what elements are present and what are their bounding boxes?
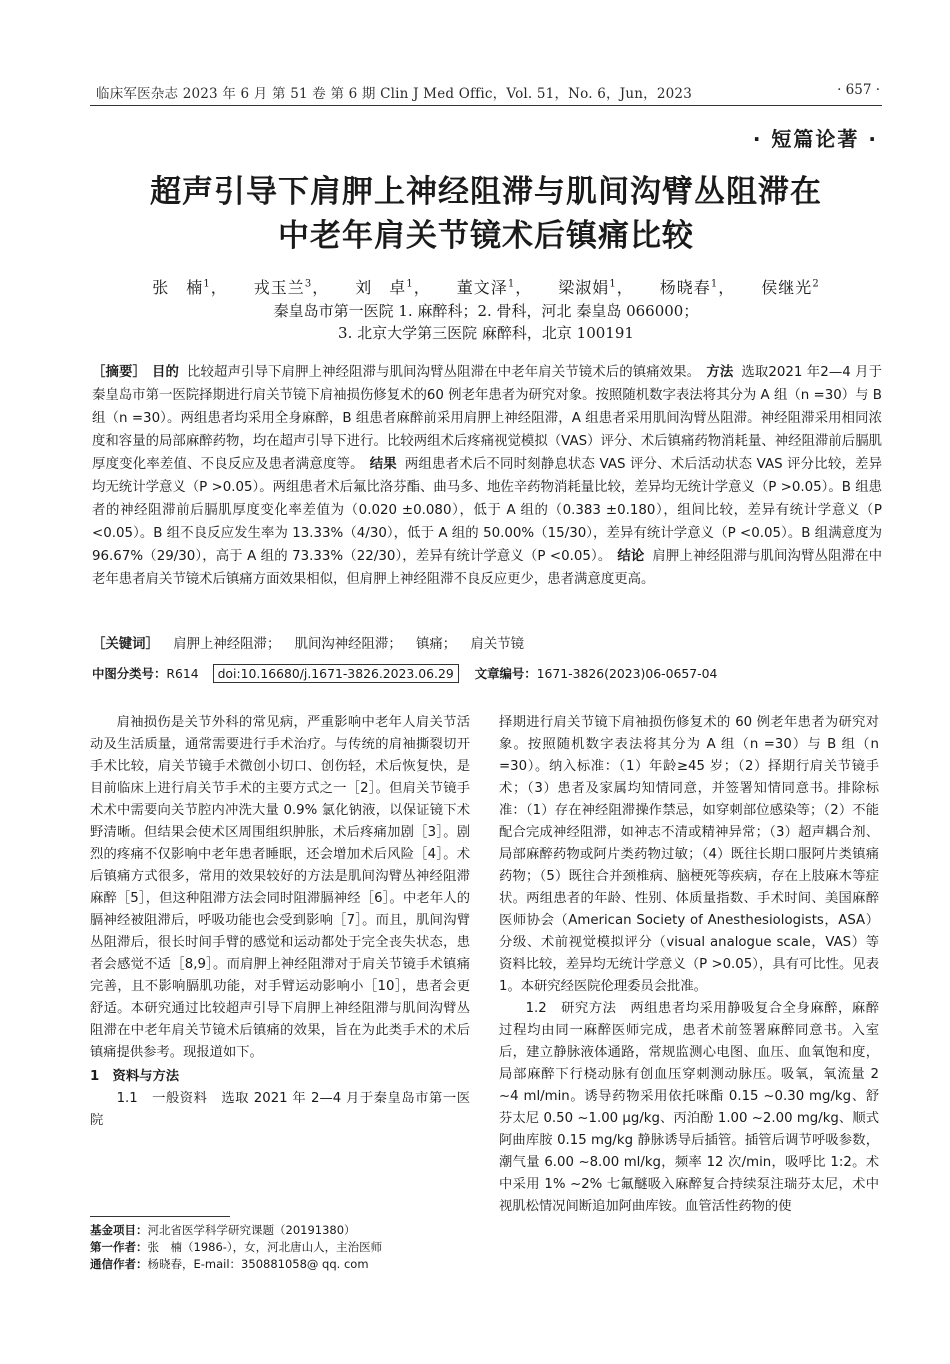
author: 董文泽$^1$， [456,278,533,297]
body-column-left [90,712,470,1132]
footnote-divider [90,1216,230,1217]
doi[interactable]: doi:10.16680/j.1671-3826.2023.06.29 [213,664,459,683]
article-title [90,170,882,258]
keyword: 肩胛上神经阻滞； [173,637,281,652]
keywords-tag: ［关键词］ [92,637,159,652]
classification-line [92,664,882,682]
clc-code: R614 [166,666,199,681]
subsection-paragraph: 1.1 一般资料 选取 2021 年 2—4 月于秦皇岛市第一医院 [90,1091,470,1128]
title-line-1: 超声引导下肩胛上神经阻滞与肌间沟臂丛阻滞在 [150,174,822,210]
title-line-2: 中老年肩关节镜术后镇痛比较 [278,218,694,254]
clc-label: 中图分类号： [92,666,167,681]
author: 刘 卓$^1$， [355,278,431,297]
conclusion-text: 肩胛上神经阻滞与肌间沟臂丛阻滞在中老年患者肩关节镜术后镇痛方面效果相似，但肩胛上神经阻滞不良反应更少，患者满意度更高。 [92,549,883,587]
section-type-label: · 短篇论著 · [752,127,878,151]
corresponding-author-note: 通信作者：杨晓春，E-mail：350881058@ qq. com [90,1257,369,1271]
author: 张 楠$^1$， [152,278,228,297]
result-label: 结果 [369,457,397,472]
article-number: 1671-3826(2023)06-0657-04 [536,666,718,681]
article-number-label: 文章编号： [474,666,537,681]
method-text: 选取2021 年2—4 月于秦皇岛市第一医院择期进行肩关节镜下肩袖损伤修复术的60 例老年患者为研究对象。按照随机数字表法将其分为 A 组（n =30）与 B 组（n =30）。两组患者均采用全身麻醉，B 组患者麻醉前采用肩胛上神经阻滞，A 组患者采用肌间沟臂丛阻滞。神经阻滞采用相同浓度和容量的局部麻醉药物，均在超声引导下进行。比较两组术后疼痛视觉模拟（VAS）评分、术后镇痛药物消耗量、神经阻滞前后膈肌厚度变化率差值、不良反应及患者满意度等。 [92,365,883,472]
footnotes [90,1222,480,1273]
author: 梁淑娟$^1$， [558,278,634,297]
first-author-note: 第一作者：张 楠（1986-），女，河北唐山人，主治医师 [90,1240,383,1254]
keyword: 镇痛； [416,637,457,652]
author: 杨晓春$^1$， [659,278,736,297]
objective-label: 目的 [152,365,180,380]
conclusion-label: 结论 [617,549,645,564]
affiliation-line-1: 秦皇岛市第一医院 1. 麻醉科；2. 骨科，河北 秦皇岛 066000； [273,302,699,320]
keyword: 肩关节镜 [470,637,524,652]
paragraph-continued: 择期进行肩关节镜下肩袖损伤修复术的 60 例老年患者为研究对象。按照随机数字表法将其分为 A 组（n =30）与 B 组（n =30）。纳入标准：（1）年龄≥45 岁；（2）择期行肩关节镜手术；（3）患者及家属均知情同意，并签署知情同意书。排除标准：（1）存在神经阻滞操作禁忌，如穿刺部位感染等；（2）不能配合完成神经阻滞，如神志不清或精神异常；（3）超声耦合剂、局部麻醉药物或阿片类药物过敏；（4）既往长期口服阿片类镇痛药物；（5）既往合并颈椎病、脑梗死等疾病，存在上肢麻木等症状。两组患者的年龄、性别、体质量指数、手术时间、美国麻醉医师协会（American Society of Anesthesiologists，ASA）分级、术前视觉模拟评分（visual analogue scale，VAS）等资料比较，差异均无统计学意义（P >0.05），具有可比性。见表 1。本研究经医院伦理委员会批准。 [499,715,879,994]
keyword: 肌间沟神经阻滞； [294,637,402,652]
author: 戎玉兰$^3$， [253,278,330,297]
author-list [90,275,882,298]
method-label: 方法 [706,365,734,380]
intro-paragraph: 肩袖损伤是关节外科的常见病，严重影响中老年人肩关节活动及生活质量，通常需要进行手术治疗。与传统的肩袖撕裂切开手术比较，肩关节镜手术微创小切口、创伤轻，术后恢复快，是目前临床上进行肩关节手术的主要方式之一［2］。但肩关节镜手术术中需要向关节腔内冲洗大量 0.9% 氯化钠液，以保证镜下术野清晰。但结果会使术区周围组织肿胀，术后疼痛加剧［3］。剧烈的疼痛不仅影响中老年患者睡眠，还会增加术后风险［4］。术后镇痛方式很多，常用的效果较好的方法是肌间沟臂丛神经阻滞麻醉［5］，但这种阻滞方法会同时阻滞膈神经［6］。中老年人的膈神经被阻滞后，呼吸功能也会受到影响［7］。而且，肌间沟臂丛阻滞后，很长时间手臂的感觉和运动都处于完全丧失状态，患者会感觉不适［8,9］。而肩胛上神经阻滞对于肩关节镜手术镇痛完善，且不影响膈肌功能，对手臂运动影响小［10］，患者会更舒适。本研究通过比较超声引导下肩胛上神经阻滞与肌间沟臂丛阻滞在中老年肩关节镜术后镇痛的效果，旨在为此类手术的术后镇痛提供参考。现报道如下。 [90,715,470,1060]
author: 侯继光$^2$ [761,278,820,297]
objective-text: 比较超声引导下肩胛上神经阻滞与肌间沟臂丛阻滞在中老年肩关节镜术后的镇痛效果。 [187,365,701,380]
methods-paragraph: 1.2 研究方法 两组患者均采用静吸复合全身麻醉，麻醉过程均由同一麻醉医师完成，患者术前签署麻醉同意书。入室后，建立静脉液体通路，常规监测心电图、血压、血氧饱和度，局部麻醉下行桡动脉有创血压穿刺测动脉压。吸氧，氧流量 2 ~4 ml/min。诱导药物采用依托咪酯 0.15 ~0.30 mg/kg、舒芬太尼 0.50 ~1.00 μg/kg、丙泊酚 1.00 ~2.00 mg/kg、顺式阿曲库胺 0.15 mg/kg 静脉诱导后插管。插管后调节呼吸参数，潮气量 6.00 ~8.00 ml/kg，频率 12 次/min，吸呼比 1:2。术中采用 1% ~2% 七氟醚吸入麻醉复合持续泵注瑞芬太尼，术中视肌松情况间断追加阿曲库铵。血管活性药物的使 [499,1001,879,1214]
affiliation-line-2: 3. 北京大学第三医院 麻醉科，北京 100191 [338,324,634,342]
affiliations [90,300,882,344]
header-divider [90,105,882,106]
result-text: 两组患者术后不同时刻静息状态 VAS 评分、术后活动状态 VAS 评分比较，差异均无统计学意义（P >0.05）。两组患者术后氟比洛芬酯、曲马多、地佐辛药物消耗量比较，差异均无统计学意义（P >0.05）。B 组患者的神经阻滞前后膈肌厚度变化率差值为（0.020 ±0.080），低于 A 组的（0.383 ±0.180），组间比较，差异有统计学意义（P <0.05）。B 组不良反应发生率为 13.33%（4/30），低于 A 组的 50.00%（15/30），差异有统计学意义（P <0.05）。B 组满意度为 96.67%（29/30），高于 A 组的 73.33%（22/30），差异有统计学意义（P <0.05）。 [92,457,883,564]
section-heading: 1 资料与方法 [90,1069,180,1084]
fund-note: 基金项目：河北省医学科学研究课题（20191380） [90,1223,356,1237]
running-header [96,80,880,104]
journal-citation: 临床军医杂志 2023 年 6 月 第 51 卷 第 6 期 Clin J Med Offic，Vol. 51，No. 6，Jun，2023 [96,86,693,102]
abstract [92,361,882,591]
body-column-right [499,712,879,1218]
page-number: · 657 · [837,82,880,98]
abstract-tag: ［摘要］ [92,365,147,380]
keywords [92,633,882,652]
